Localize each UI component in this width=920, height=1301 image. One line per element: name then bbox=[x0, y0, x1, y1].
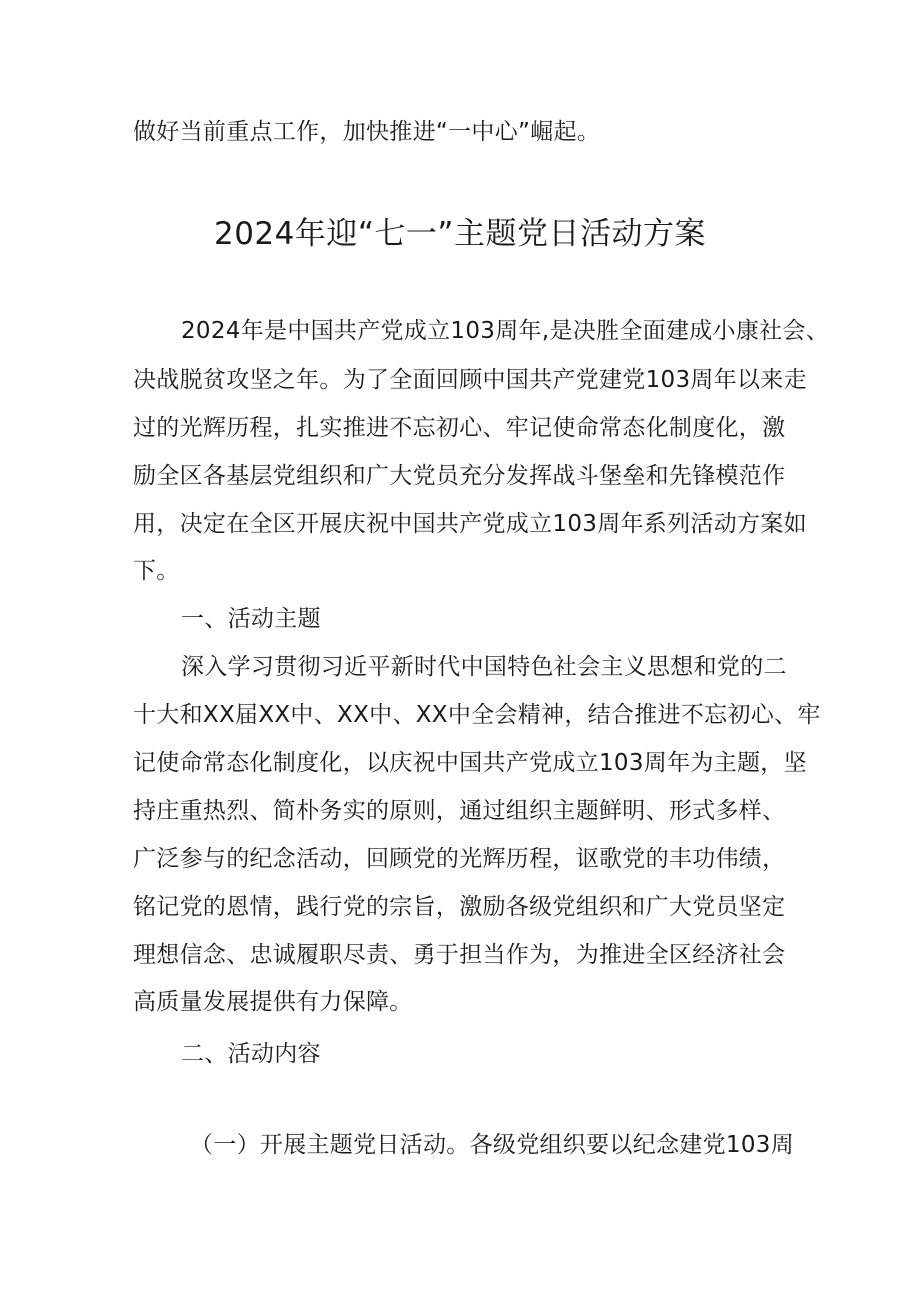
theme-line-7: 理想信念、忠诚履职尽责、勇于担当作为，为推进全区经济社会 bbox=[133, 942, 786, 968]
section-heading-content: 二、活动内容 bbox=[181, 1041, 321, 1067]
theme-line-6: 铭记党的恩情，践行党的宗旨，激励各级党组织和广大党员坚定 bbox=[133, 894, 786, 920]
document-title: 2024年迎“七一”主题党日活动方案 bbox=[213, 216, 706, 252]
intro-line-6: 下。 bbox=[133, 558, 180, 584]
theme-line-5: 广泛参与的纪念活动，回顾党的光辉历程，讴歌党的丰功伟绩， bbox=[133, 846, 786, 872]
theme-line-1: 深入学习贯彻习近平新时代中国特色社会主义思想和党的二 bbox=[181, 654, 787, 680]
intro-line-5: 用，决定在全区开展庆祝中国共产党成立103周年系列活动方案如 bbox=[133, 511, 807, 537]
intro-line-2: 决战脱贫攻坚之年。为了全面回顾中国共产党建党103周年以来走 bbox=[133, 367, 807, 393]
intro-line-4: 励全区各基层党组织和广大党员充分发挥战斗堡垒和先锋模范作 bbox=[133, 463, 786, 489]
theme-line-8: 高质量发展提供有力保障。 bbox=[133, 989, 413, 1015]
intro-line-3: 过的光辉历程，扎实推进不忘初心、牢记使命常态化制度化，激 bbox=[133, 415, 786, 441]
intro-line-1: 2024年是中国共产党成立103周年,是决胜全面建成小康社会、 bbox=[181, 318, 830, 344]
section-heading-theme: 一、活动主题 bbox=[181, 606, 321, 632]
theme-line-3: 记使命常态化制度化，以庆祝中国共产党成立103周年为主题，坚 bbox=[133, 750, 807, 776]
theme-line-2: 十大和XX届XX中、XX中、XX中全会精神，结合推进不忘初心、牢 bbox=[133, 702, 821, 728]
subsection-line-1: （一）开展主题党日活动。各级党组织要以纪念建党103周 bbox=[190, 1132, 794, 1158]
carryover-line: 做好当前重点工作，加快推进“一中心”崛起。 bbox=[133, 119, 601, 145]
theme-line-4: 持庄重热烈、简朴务实的原则，通过组织主题鲜明、形式多样、 bbox=[133, 798, 786, 824]
